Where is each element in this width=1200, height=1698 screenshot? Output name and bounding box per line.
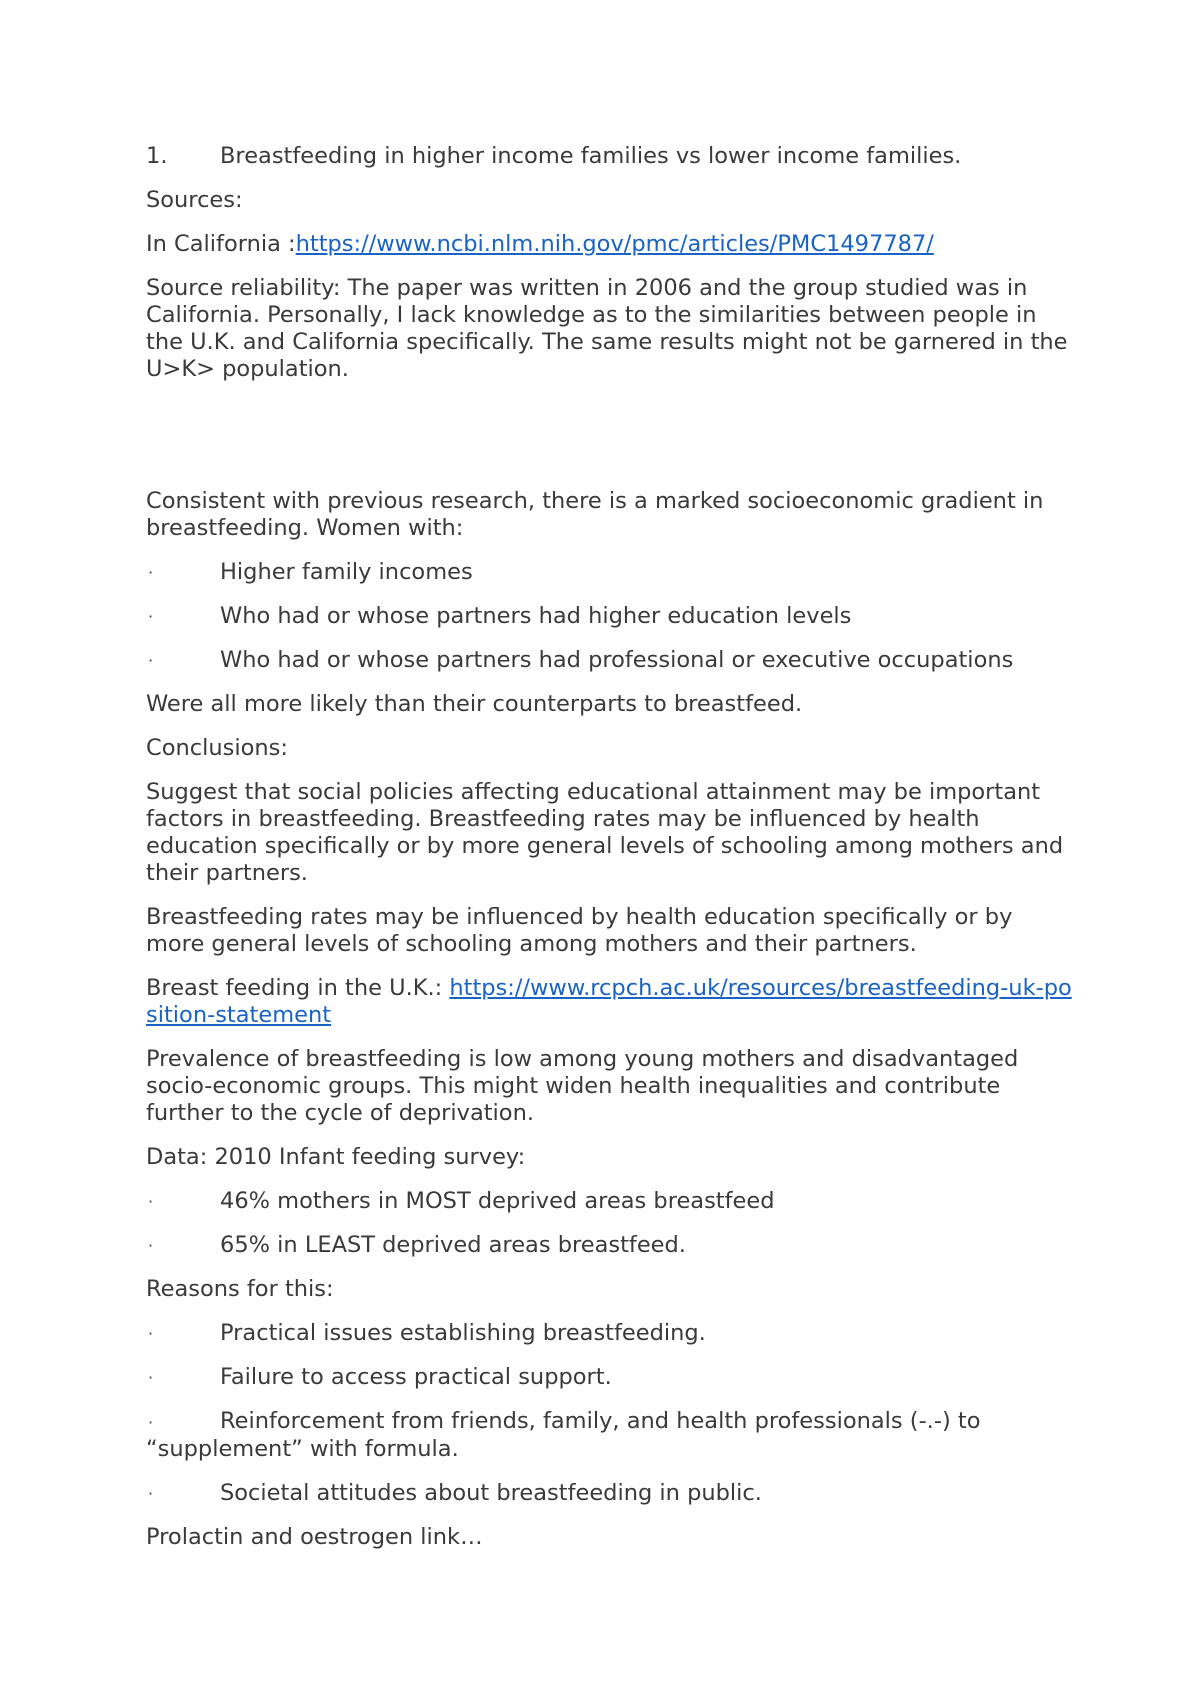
heading-text: Breastfeeding in higher income families vs lower income families. xyxy=(220,143,962,169)
blank-space xyxy=(146,400,1076,488)
list-item xyxy=(146,647,1076,674)
list-item-text: 46% mothers in MOST deprived areas breastfeed xyxy=(220,1188,775,1214)
bullet-icon: · xyxy=(148,1324,154,1343)
list-item-text: Failure to access practical support. xyxy=(220,1364,612,1390)
list-item xyxy=(146,1408,1076,1463)
list-item xyxy=(146,1320,1076,1347)
list-item xyxy=(146,1188,1076,1215)
source-reliability: Source reliability: The paper was written in 2006 and the group studied was in California. Personally, I lack knowledge as to the similarities between people in the U.K. and California specifically. The same results might not be garnered in the U>K> population. xyxy=(146,275,1068,382)
bullet-icon: · xyxy=(148,563,154,582)
bullet-icon: · xyxy=(148,1413,154,1432)
bullet-icon: · xyxy=(148,1192,154,1211)
sources-label: Sources: xyxy=(146,187,243,213)
list-item-text: Higher family incomes xyxy=(220,559,473,585)
conclusion-paragraph-1: Suggest that social policies affecting educational attainment may be important factors in breastfeeding. Breastfeeding rates may be influenced by health education specifically or by more general levels of schooling among mothers and their partners. xyxy=(146,779,1064,886)
list-item-text: Who had or whose partners had professional or executive occupations xyxy=(220,647,1014,673)
list-item-text: Societal attitudes about breastfeeding in public. xyxy=(220,1480,762,1506)
list-item-text: Reinforcement from friends, family, and health professionals (-.-) to “supplement” with formula. xyxy=(146,1408,981,1462)
list-item xyxy=(146,603,1076,630)
bullet-icon: · xyxy=(148,1236,154,1255)
list-number: 1. xyxy=(146,143,168,169)
uk-link[interactable]: https://www.rcpch.ac.uk/resources/breastfeeding-uk-position-statement xyxy=(146,975,1072,1028)
data-label: Data: 2010 Infant feeding survey: xyxy=(146,1144,526,1170)
numbered-heading xyxy=(146,143,1076,170)
bullet-icon: · xyxy=(148,607,154,626)
consistent-paragraph: Consistent with previous research, there is a marked socioeconomic gradient in breastfeeding. Women with: xyxy=(146,488,1044,541)
uk-prefix: Breast feeding in the U.K.: xyxy=(146,975,450,1001)
list-item xyxy=(146,1480,1076,1507)
conclusion-paragraph-2: Breastfeeding rates may be influenced by health education specifically or by more general levels of schooling among mothers and their partners. xyxy=(146,904,1013,957)
bullet-icon: · xyxy=(148,1368,154,1387)
more-likely-paragraph: Were all more likely than their counterparts to breastfeed. xyxy=(146,691,803,717)
uk-source xyxy=(146,975,1076,1029)
california-link[interactable]: https://www.ncbi.nlm.nih.gov/pmc/articles/PMC1497787/ xyxy=(295,231,934,257)
conclusions-label: Conclusions: xyxy=(146,735,288,761)
document-page xyxy=(146,143,1076,1568)
list-item-text: 65% in LEAST deprived areas breastfeed. xyxy=(220,1232,686,1258)
california-prefix: In California : xyxy=(146,231,296,257)
bullet-icon: · xyxy=(148,651,154,670)
list-item-text: Practical issues establishing breastfeeding. xyxy=(220,1320,706,1346)
list-item-text: Who had or whose partners had higher education levels xyxy=(220,603,852,629)
list-item xyxy=(146,559,1076,586)
prevalence-paragraph: Prevalence of breastfeeding is low among young mothers and disadvantaged socio-economic groups. This might widen health inequalities and contribute further to the cycle of deprivation. xyxy=(146,1046,1019,1126)
closing-paragraph: Prolactin and oestrogen link… xyxy=(146,1524,483,1550)
list-item xyxy=(146,1364,1076,1391)
california-source xyxy=(146,231,1076,258)
list-item xyxy=(146,1232,1076,1259)
reasons-label: Reasons for this: xyxy=(146,1276,334,1302)
bullet-icon: · xyxy=(148,1484,154,1503)
